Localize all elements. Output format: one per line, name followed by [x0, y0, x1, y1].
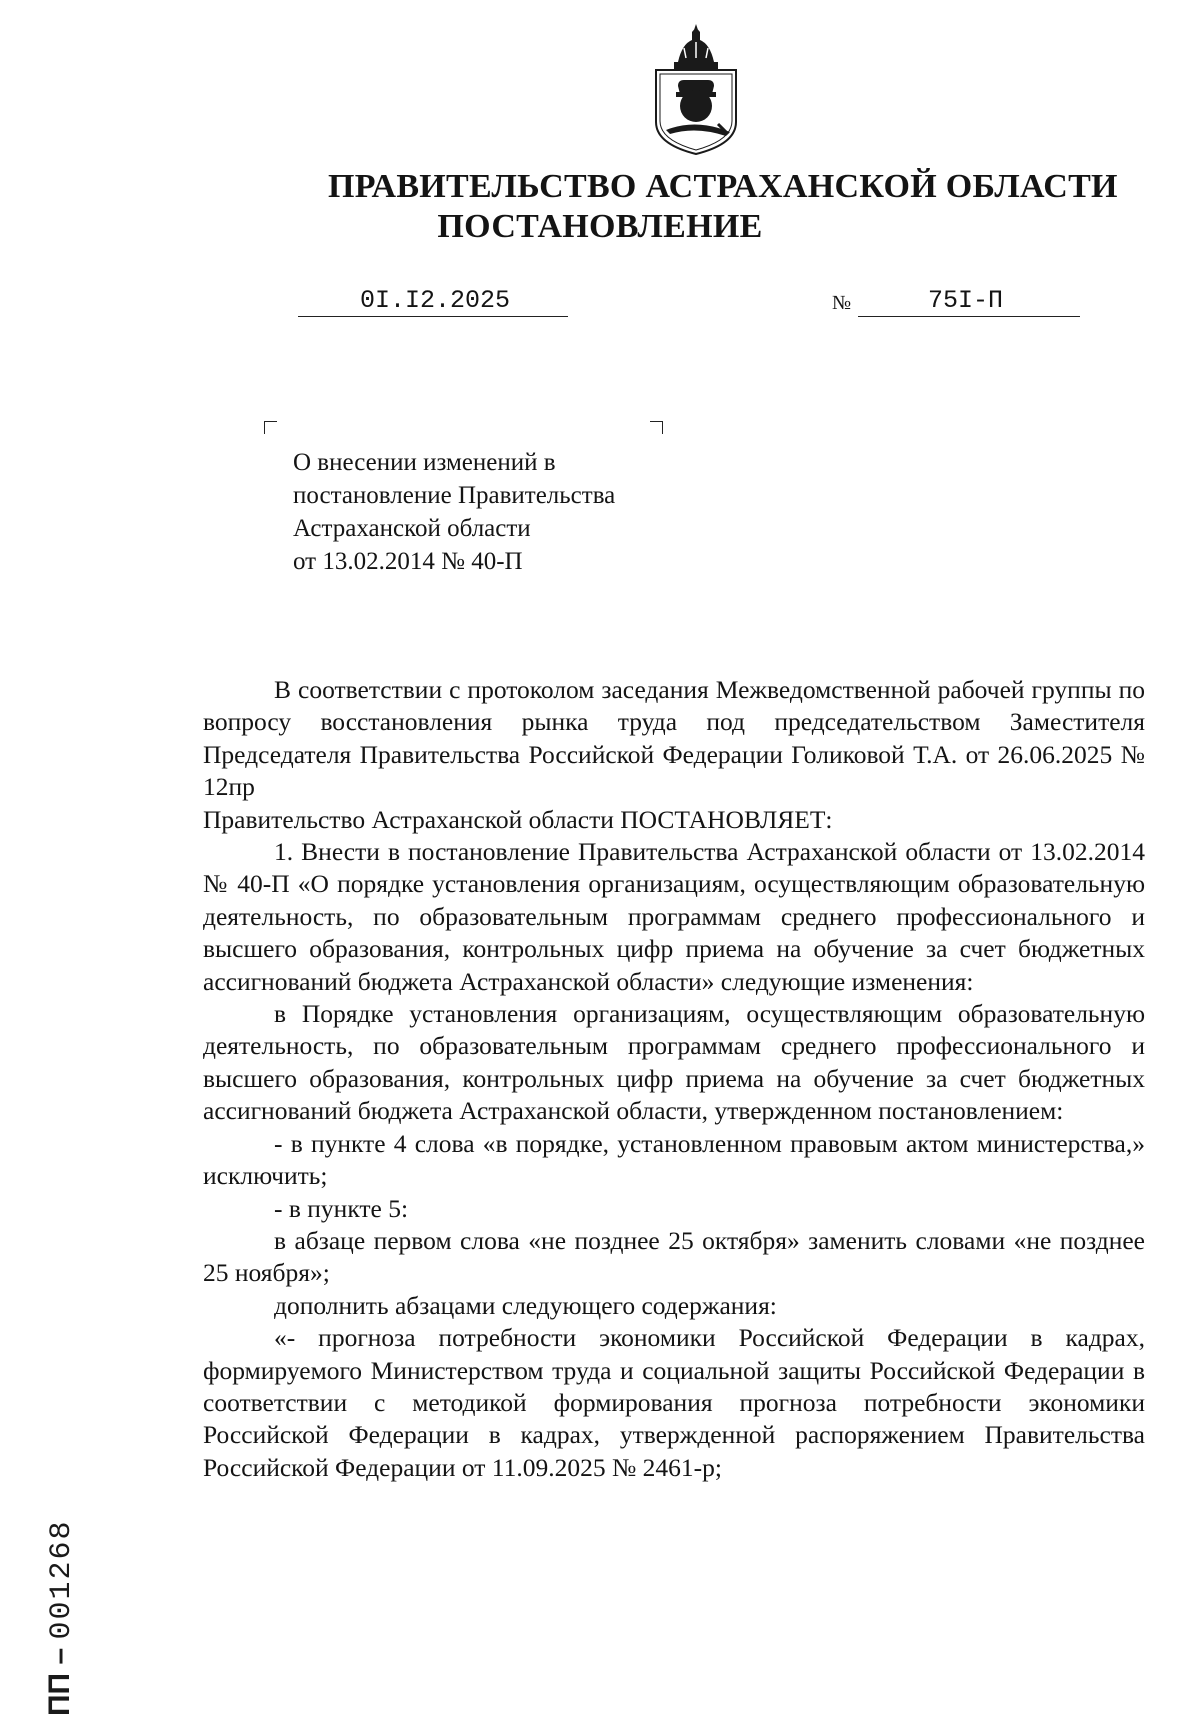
subject-line: О внесении изменений в — [293, 449, 556, 476]
body-paragraph: «- прогноза потребности экономики Российской Федерации в кадрах, формируемого Министерством труда и социальной защиты Российской Федерации в соответствии с методикой формирования прогноза потребности экономики Российской Федерации в кадрах, утвержденной распоряжением Правительства Российской Федерации от 11.09.2025 № 2461-р; — [203, 1323, 1145, 1482]
number-underline — [858, 316, 1080, 317]
body-paragraph: - в пункте 5: — [274, 1193, 409, 1223]
subject-corner-left — [264, 421, 277, 434]
subject-line: Астраханской области — [293, 515, 531, 542]
resolution-paragraph: Правительство Астраханской области ПОСТАНОВЛЯЕТ: — [203, 804, 833, 834]
subject-line: от 13.02.2014 № 40-П — [293, 548, 523, 575]
body-paragraph: в Порядке установления организациям, осуществляющим образовательную деятельность, по образовательным программам среднего профессионального и высшего образования, контрольных цифр приема на обучение за счет бюджетных ассигнований бюджета Астраханской области, утвержденном постановлением: — [203, 999, 1145, 1126]
date-underline — [298, 316, 568, 317]
body-paragraph: в абзаце первом слова «не позднее 25 октября» заменить словами «не позднее 25 ноября»; — [203, 1225, 1145, 1288]
document-subject — [293, 446, 615, 578]
number-label: № — [832, 292, 852, 314]
document-body — [203, 674, 1145, 1484]
body-paragraph: дополнить абзацами следующего содержания: — [274, 1290, 777, 1320]
serial-number: 001268 — [45, 1519, 79, 1640]
clause-1-paragraph: 1. Внести в постановление Правительства Астраханской области от 13.02.2014 № 40-П «О порядке установления организациям, осуществляющим образовательную деятельность, по образовательным программам среднего профессионального и высшего образования, контрольных цифр приема на обучение за счет бюджетных ассигнований бюджета Астраханской области» следующие изменения: — [203, 837, 1145, 996]
serial-number-stamp — [43, 1519, 79, 1716]
subject-corner-right — [650, 421, 663, 434]
document-number: 75I-П — [928, 286, 1004, 315]
document-type: ПОСТАНОВЛЕНИЕ — [437, 208, 763, 245]
serial-prefix: ПП – — [43, 1647, 76, 1716]
preamble-paragraph: В соответствии с протоколом заседания Межведомственной рабочей группы по вопросу восстановления рынка труда под председательством Заместителя Председателя Правительства Российской Федерации Голиковой Т.А. от 26.06.2025 № 12пр — [203, 675, 1145, 802]
organization-name: ПРАВИТЕЛЬСТВО АСТРАХАНСКОЙ ОБЛАСТИ — [328, 168, 1118, 205]
astrakhan-coat-of-arms-icon — [648, 22, 744, 156]
document-date: 0I.I2.2025 — [360, 286, 511, 315]
subject-line: постановление Правительства — [293, 482, 616, 509]
body-paragraph: - в пункте 4 слова «в порядке, установленном правовым актом министерства,» исключить; — [203, 1128, 1145, 1191]
